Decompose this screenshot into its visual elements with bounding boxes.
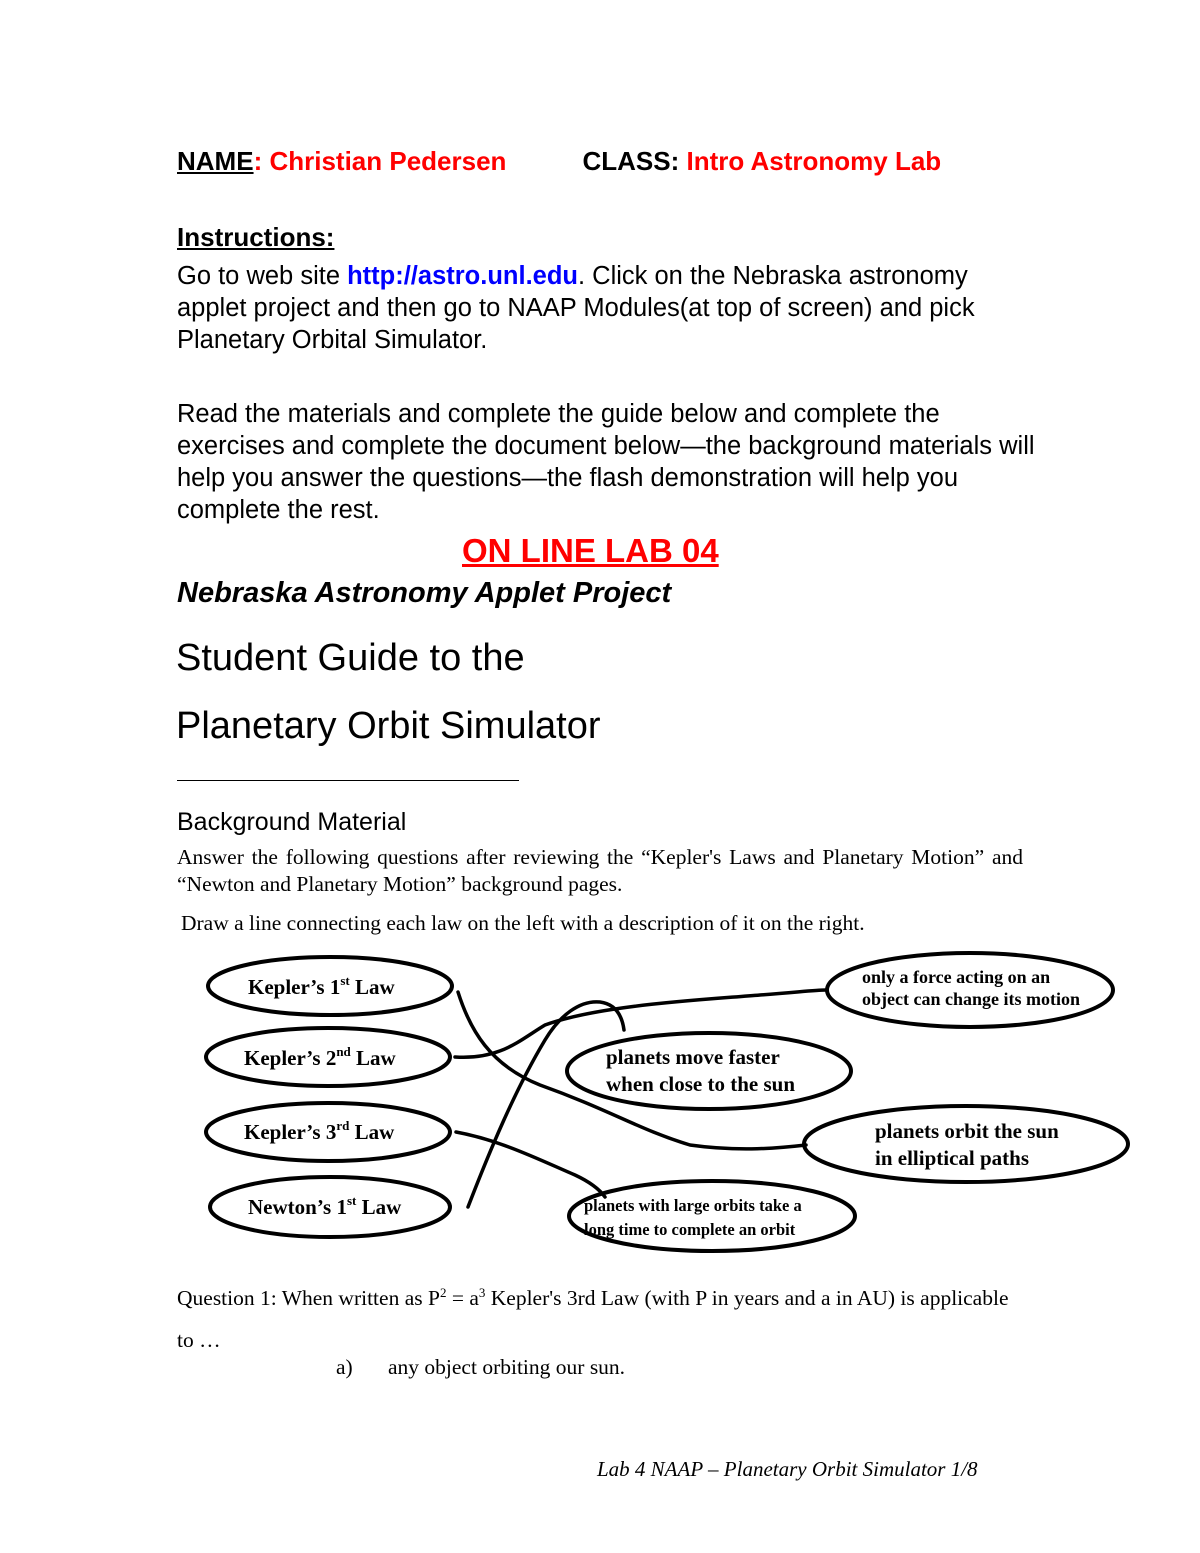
desc-force-motion [827, 953, 1113, 1027]
project-title: Nebraska Astronomy Applet Project [177, 577, 672, 609]
question-1: Question 1: When written as $P^2 = a^3$ Kepler's 3rd Law (with P in years and a in AU) is applicable to … [177, 1285, 1009, 1353]
svg-text:Kepler’s 1st Law: Kepler’s 1st Law [248, 973, 395, 999]
guide-title-line-1: Student Guide to the [176, 637, 525, 679]
svg-text:object can change its motion: object can change its motion [862, 989, 1080, 1009]
svg-text:in elliptical paths: in elliptical paths [875, 1146, 1030, 1170]
connector-line-newton [468, 1002, 624, 1207]
svg-text:planets orbit the sun: planets orbit the sun [875, 1119, 1059, 1143]
connector-line-3rd-law [456, 1132, 605, 1197]
header-line [177, 146, 941, 177]
desc-faster-near-sun [567, 1033, 851, 1109]
svg-text:when close to the sun: when close to the sun [606, 1072, 796, 1096]
svg-text:planets move faster: planets move faster [606, 1045, 780, 1069]
instructions-paragraph-2: Read the materials and complete the guide below and complete the exercises and complete the document below—the background materials will help you answer the questions—the flash demonstration will help you complete the rest. [177, 400, 1035, 524]
matching-diagram [0, 940, 1200, 1260]
svg-text:only a force acting on an: only a force acting on an [862, 967, 1051, 987]
page-footer: Lab 4 NAAP – Planetary Orbit Simulator 1/8 [597, 1457, 978, 1481]
law-newton-1 [210, 1177, 450, 1237]
connector-lines [455, 990, 826, 1207]
svg-text:planets with large orbits take: planets with large orbits take a [584, 1196, 802, 1215]
class-label: CLASS: [582, 146, 680, 176]
name-value: Christian Pedersen [269, 146, 507, 176]
svg-text:long time to complete an orbit: long time to complete an orbit [584, 1220, 796, 1239]
p1-text-after: . Click on the Nebraska astronomy applet project and then go to NAAP Modules(at top of screen) and pick Planetary Orbital Simulator. [177, 262, 975, 354]
astro-link[interactable]: http://astro.unl.edu [347, 262, 578, 290]
svg-text:Kepler’s 3rd Law: Kepler’s 3rd Law [244, 1118, 395, 1144]
p1-text-before: Go to web site [177, 262, 348, 290]
svg-text:Kepler’s 2nd Law: Kepler’s 2nd Law [244, 1044, 396, 1070]
desc-large-orbits [569, 1181, 855, 1251]
guide-title-line-2: Planetary Orbit Simulator [176, 705, 601, 747]
draw-instruction: Draw a line connecting each law on the left with a description of it on the right. [181, 911, 865, 935]
lab-title: ON LINE LAB 04 [462, 532, 719, 569]
horizontal-rule [177, 780, 519, 781]
svg-text:Newton’s 1st Law: Newton’s 1st Law [248, 1193, 402, 1219]
law-kepler-2 [206, 1028, 450, 1086]
option-a-letter: a) [336, 1355, 353, 1379]
law-kepler-3 [206, 1103, 450, 1161]
background-text: Answer the following questions after reviewing the “Kepler's Laws and Planetary Motion” and “Newton and Planetary Motion” background pages. [177, 845, 1023, 896]
name-label: NAME [177, 146, 254, 176]
instructions-heading: Instructions: [177, 222, 335, 252]
option-a-text: any object orbiting our sun. [388, 1355, 626, 1379]
name-colon: : [253, 146, 263, 176]
connector-line-1st-law [458, 992, 806, 1149]
instructions-paragraph-1 [177, 260, 1037, 356]
law-kepler-1 [208, 957, 452, 1015]
background-heading: Background Material [177, 808, 407, 836]
desc-elliptical [804, 1106, 1128, 1182]
class-value: Intro Astronomy Lab [686, 146, 942, 176]
